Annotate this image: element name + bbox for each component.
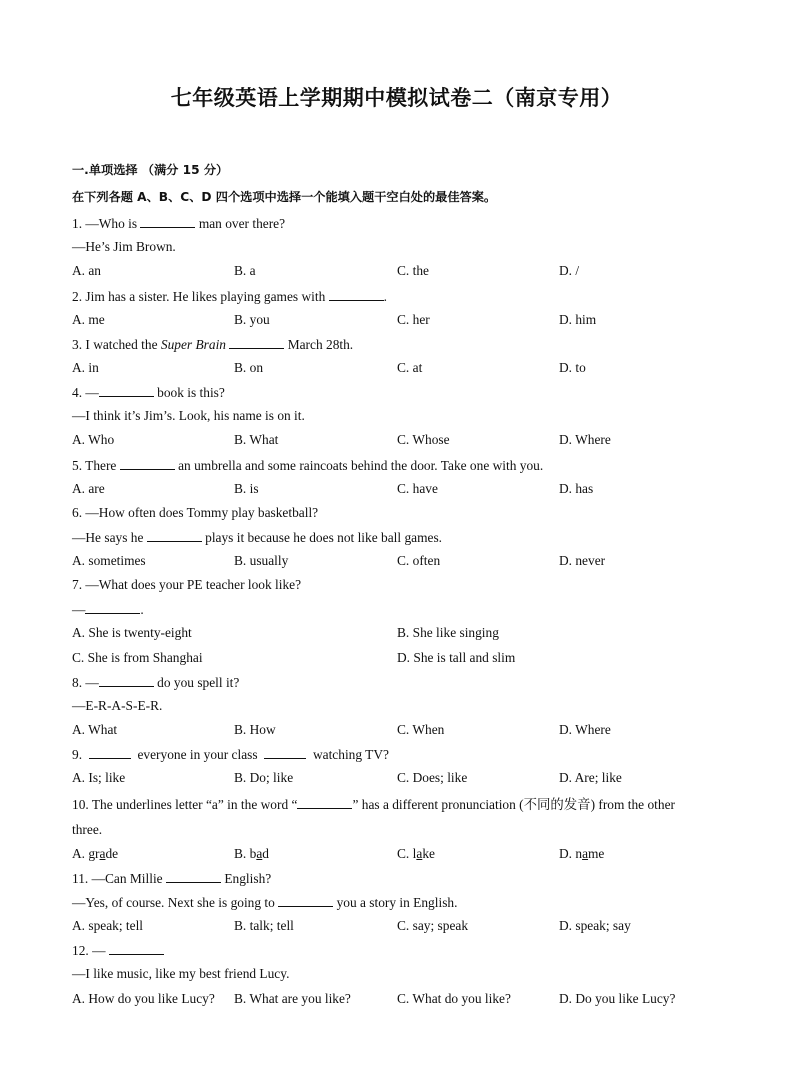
option-c: C. Does; like [397,770,468,785]
option-c: C. the [397,263,429,278]
answer-blank [278,894,333,907]
section-heading: 一.单项选择 （满分 15 分） [72,163,229,177]
option-c: C. say; speak [397,918,469,933]
question-4: 4. — book is this? [72,385,225,400]
option-d: D. Where [559,432,611,447]
question-11-response: —Yes, of course. Next she is going to you a story in English. [72,895,458,910]
question-3: 3. I watched the Super Brain March 28th. [72,337,354,352]
answer-blank [140,215,195,228]
option-a: A. in [72,360,99,375]
option-b: B. usually [234,553,289,568]
page-title: 七年级英语上学期期中模拟试卷二（南京专用） [170,86,623,110]
option-a: A. an [72,263,102,278]
question-12-response: —I like music, like my best friend Lucy. [72,966,290,981]
option-c: C. When [397,722,445,737]
option-d: D. has [559,481,594,496]
option-c: C. What do you like? [397,991,511,1006]
option-d: D. / [559,263,580,278]
option-a: A. Who [72,432,115,447]
option-a: A. sometimes [72,553,146,568]
answer-blank [297,796,352,809]
question-7: 7. —What does your PE teacher look like? [72,577,302,592]
option-b: B. is [234,481,259,496]
option-b: B. on [234,360,264,375]
question-10: 10. The underlines letter “a” in the word “ ” has a different pronunciation (不同的发音) from the other [72,797,675,812]
option-a: A. How do you like Lucy? [72,991,215,1006]
question-12: 12. — [72,942,164,959]
option-c: C. Whose [397,432,450,447]
question-6-response: —He says he plays it because he does not like ball games. [72,530,442,545]
option-d: D. him [559,312,597,327]
option-a: A. Is; like [72,770,126,785]
option-a: A. grade [72,846,119,861]
option-d: D. name [559,846,605,861]
section-instruction: 在下列各题 A、B、C、D 四个选项中选择一个能填入题干空白处的最佳答案。 [72,190,497,204]
question-4-response: —I think it’s Jim’s. Look, his name is on it. [72,408,305,423]
option-b: B. Do; like [234,770,294,785]
option-c: C. lake [397,846,435,861]
answer-blank [120,457,175,470]
option-c: C. often [397,553,441,568]
option-b: B. What are you like? [234,991,351,1006]
answer-blank [166,870,221,883]
question-8-response: —E-R-A-S-E-R. [72,698,163,713]
option-a: A. speak; tell [72,918,144,933]
option-b: B. How [234,722,276,737]
question-9: 9. everyone in your class watching TV? [72,747,389,762]
question-8: 8. — do you spell it? [72,675,240,690]
answer-blank [89,746,131,759]
question-6: 6. —How often does Tommy play basketball? [72,505,319,520]
option-a: A. What [72,722,118,737]
option-d: D. She is tall and slim [397,650,516,665]
answer-blank [264,746,306,759]
answer-blank [109,942,164,955]
answer-blank [99,384,154,397]
option-c: C. She is from Shanghai [72,650,203,665]
question-5: 5. There an umbrella and some raincoats behind the door. Take one with you. [72,458,544,473]
answer-blank [329,288,384,301]
answer-blank [229,336,284,349]
option-d: D. never [559,553,606,568]
answer-blank [99,674,154,687]
question-1: 1. —Who is man over there? [72,216,286,231]
question-2: 2. Jim has a sister. He likes playing games with . [72,289,387,304]
option-b: B. bad [234,846,269,861]
option-d: D. speak; say [559,918,631,933]
option-b: B. you [234,312,270,327]
question-11: 11. —Can Millie English? [72,871,272,886]
option-d: D. Where [559,722,611,737]
option-b: B. a [234,263,256,278]
option-a: A. me [72,312,105,327]
question-10-continued: three. [72,822,103,837]
option-c: C. at [397,360,423,375]
option-b: B. She like singing [397,625,499,640]
option-a: A. She is twenty-eight [72,625,192,640]
option-d: D. Do you like Lucy? [559,991,676,1006]
option-c: C. have [397,481,438,496]
option-b: B. What [234,432,279,447]
question-7-response: — . [72,602,144,617]
option-b: B. talk; tell [234,918,294,933]
option-c: C. her [397,312,430,327]
answer-blank [147,529,202,542]
answer-blank [85,601,140,614]
question-1-response: —He’s Jim Brown. [72,239,176,254]
option-d: D. to [559,360,586,375]
option-d: D. Are; like [559,770,622,785]
option-a: A. are [72,481,105,496]
